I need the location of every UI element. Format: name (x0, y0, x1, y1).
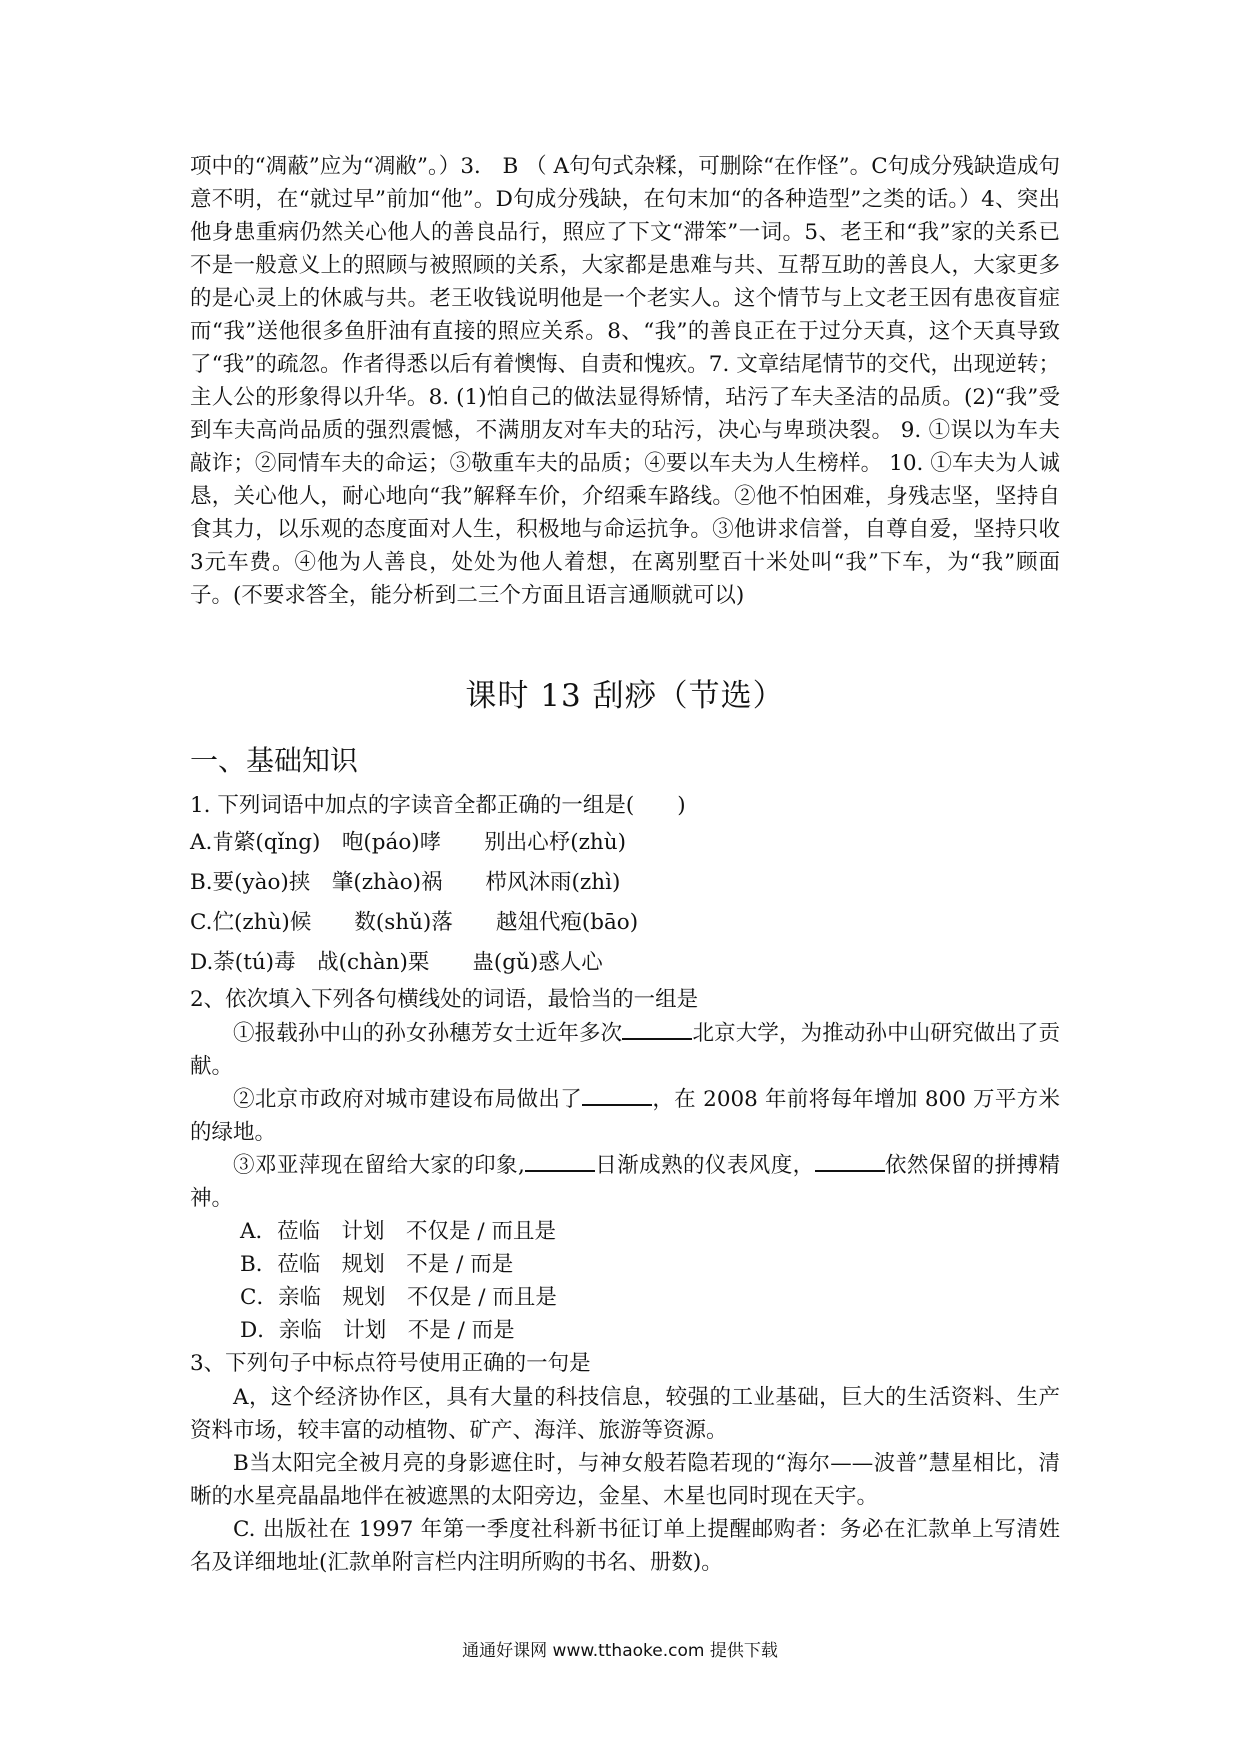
q1-option-c: C.伫(zhù)候 数(shǔ)落 越俎代疱(bāo) (190, 910, 639, 935)
q2-s3-part-c: 依然保留的拼搏精神。 (190, 1153, 1060, 1211)
q2-sentence-3 (190, 1149, 1060, 1215)
q3-option-a: A，这个经济协作区，具有大量的科技信息，较强的工业基础，巨大的生活资料、生产资料市场，较丰富的动植物、矿产、海洋、旅游等资源。 (190, 1385, 1060, 1443)
q2-s2-part-a: ②北京市政府对城市建设布局做出了 (233, 1087, 583, 1112)
answers-paragraph: 项中的“凋蔽”应为“凋敝”。）3． B （ A句句式杂糅，可删除“在作怪”。C句成分残缺造成句意不明，在“就过早”前加“他”。D句成分残缺，在句末加“的各种造型”之类的话。）4、突出他身患重病仍然关心他人的善良品行，照应了下文“滞笨”一词。5、老王和“我”家的关系已不是一般意义上的照顾与被照顾的关系，大家都是患难与共、互帮互助的善良人，大家更多的是心灵上的休戚与共。老王收钱说明他是一个老实人。这个情节与上文老王因有患夜盲症而“我”送他很多鱼肝油有直接的照应关系。8、“我”的善良正在于过分天真，这个天真导致了“我”的疏忽。作者得悉以后有着懊悔、自责和愧疚。7. 文章结尾情节的交代，出现逆转；主人公的形象得以升华。8. (1)怕自己的做法显得矫情，玷污了车夫圣洁的品质。(2)“我”受到车夫高尚品质的强烈震憾，不满朋友对车夫的玷污，决心与卑琐决裂。 9. ①误以为车夫敲诈；②同情车夫的命运；③敬重车夫的品质；④要以车夫为人生榜样。 10. ①车夫为人诚恳，关心他人，耐心地向“我”解释车价，介绍乘车路线。②他不怕困难，身残志坚，坚持自食其力，以乐观的态度面对人生，积极地与命运抗争。③他讲求信誉，自尊自爱，坚持只收3元车费。④他为人善良，处处为他人着想，在离别墅百十米处叫“我”下车，为“我”顾面子。(不要求答全，能分析到二三个方面且语言通顺就可以) (190, 154, 1060, 608)
q2-choice-a: A．莅临 计划 不仅是 / 而且是 (240, 1219, 556, 1244)
q3-stem: 3、下列句子中标点符号使用正确的一句是 (190, 1351, 591, 1376)
document-page (190, 150, 1060, 1579)
fill-blank (622, 1018, 692, 1040)
q2-s1-part-a: ①报载孙中山的孙女孙穗芳女士近年多次 (233, 1021, 623, 1046)
q2-sentence-2 (190, 1083, 1060, 1149)
q2-s3-part-a: ③邓亚萍现在留给大家的印象, (233, 1153, 525, 1178)
fill-blank (525, 1150, 595, 1172)
section-title: 一、基础知识 (190, 744, 359, 777)
lesson-title: 课时 13 刮痧（节选） (465, 678, 785, 714)
q2-choice-d: D．亲临 计划 不是 / 而是 (240, 1318, 515, 1343)
q2-choice-c: C．亲临 规划 不仅是 / 而且是 (240, 1285, 557, 1310)
fill-blank (582, 1084, 652, 1106)
q2-s2-part-b: ，在 2008 年前将每年增加 800 万平方米的绿地。 (190, 1087, 1060, 1145)
q2-stem: 2、依次填入下列各句横线处的词语，最恰当的一组是 (190, 987, 699, 1012)
q2-sentence-1 (190, 1017, 1060, 1083)
q2-s3-part-b: 日渐成熟的仪表风度， (594, 1153, 815, 1178)
q3-option-b: B当太阳完全被月亮的身影遮住时，与神女般若隐若现的“海尔——波普”慧星相比，清晰的水星亮晶晶地伴在被遮黑的太阳旁边，金星、木星也同时现在天宇。 (190, 1451, 1060, 1509)
q1-option-b: B.要(yào)挟 肇(zhào)祸 栉风沐雨(zhì) (190, 870, 621, 895)
q2-choice-b: B．莅临 规划 不是 / 而是 (240, 1252, 514, 1277)
fill-blank (815, 1150, 885, 1172)
q1-stem: 1. 下列词语中加点的字读音全都正确的一组是( ) (190, 793, 686, 818)
q1-option-d: D.荼(tú)毒 战(chàn)栗 蛊(gǔ)惑人心 (190, 950, 603, 975)
q1-option-a: A.肯綮(qǐng) 咆(páo)哮 别出心杼(zhù) (190, 830, 626, 855)
page-footer: 通通好课网 www.tthaoke.com 提供下载 (462, 1641, 778, 1661)
q3-option-c: C. 出版社在 1997 年第一季度社科新书征订单上提醒邮购者：务必在汇款单上写清姓名及详细地址(汇款单附言栏内注明所购的书名、册数)。 (190, 1517, 1060, 1575)
q2-s1-part-b: 北京大学，为推动孙中山研究做出了贡献。 (190, 1021, 1060, 1079)
